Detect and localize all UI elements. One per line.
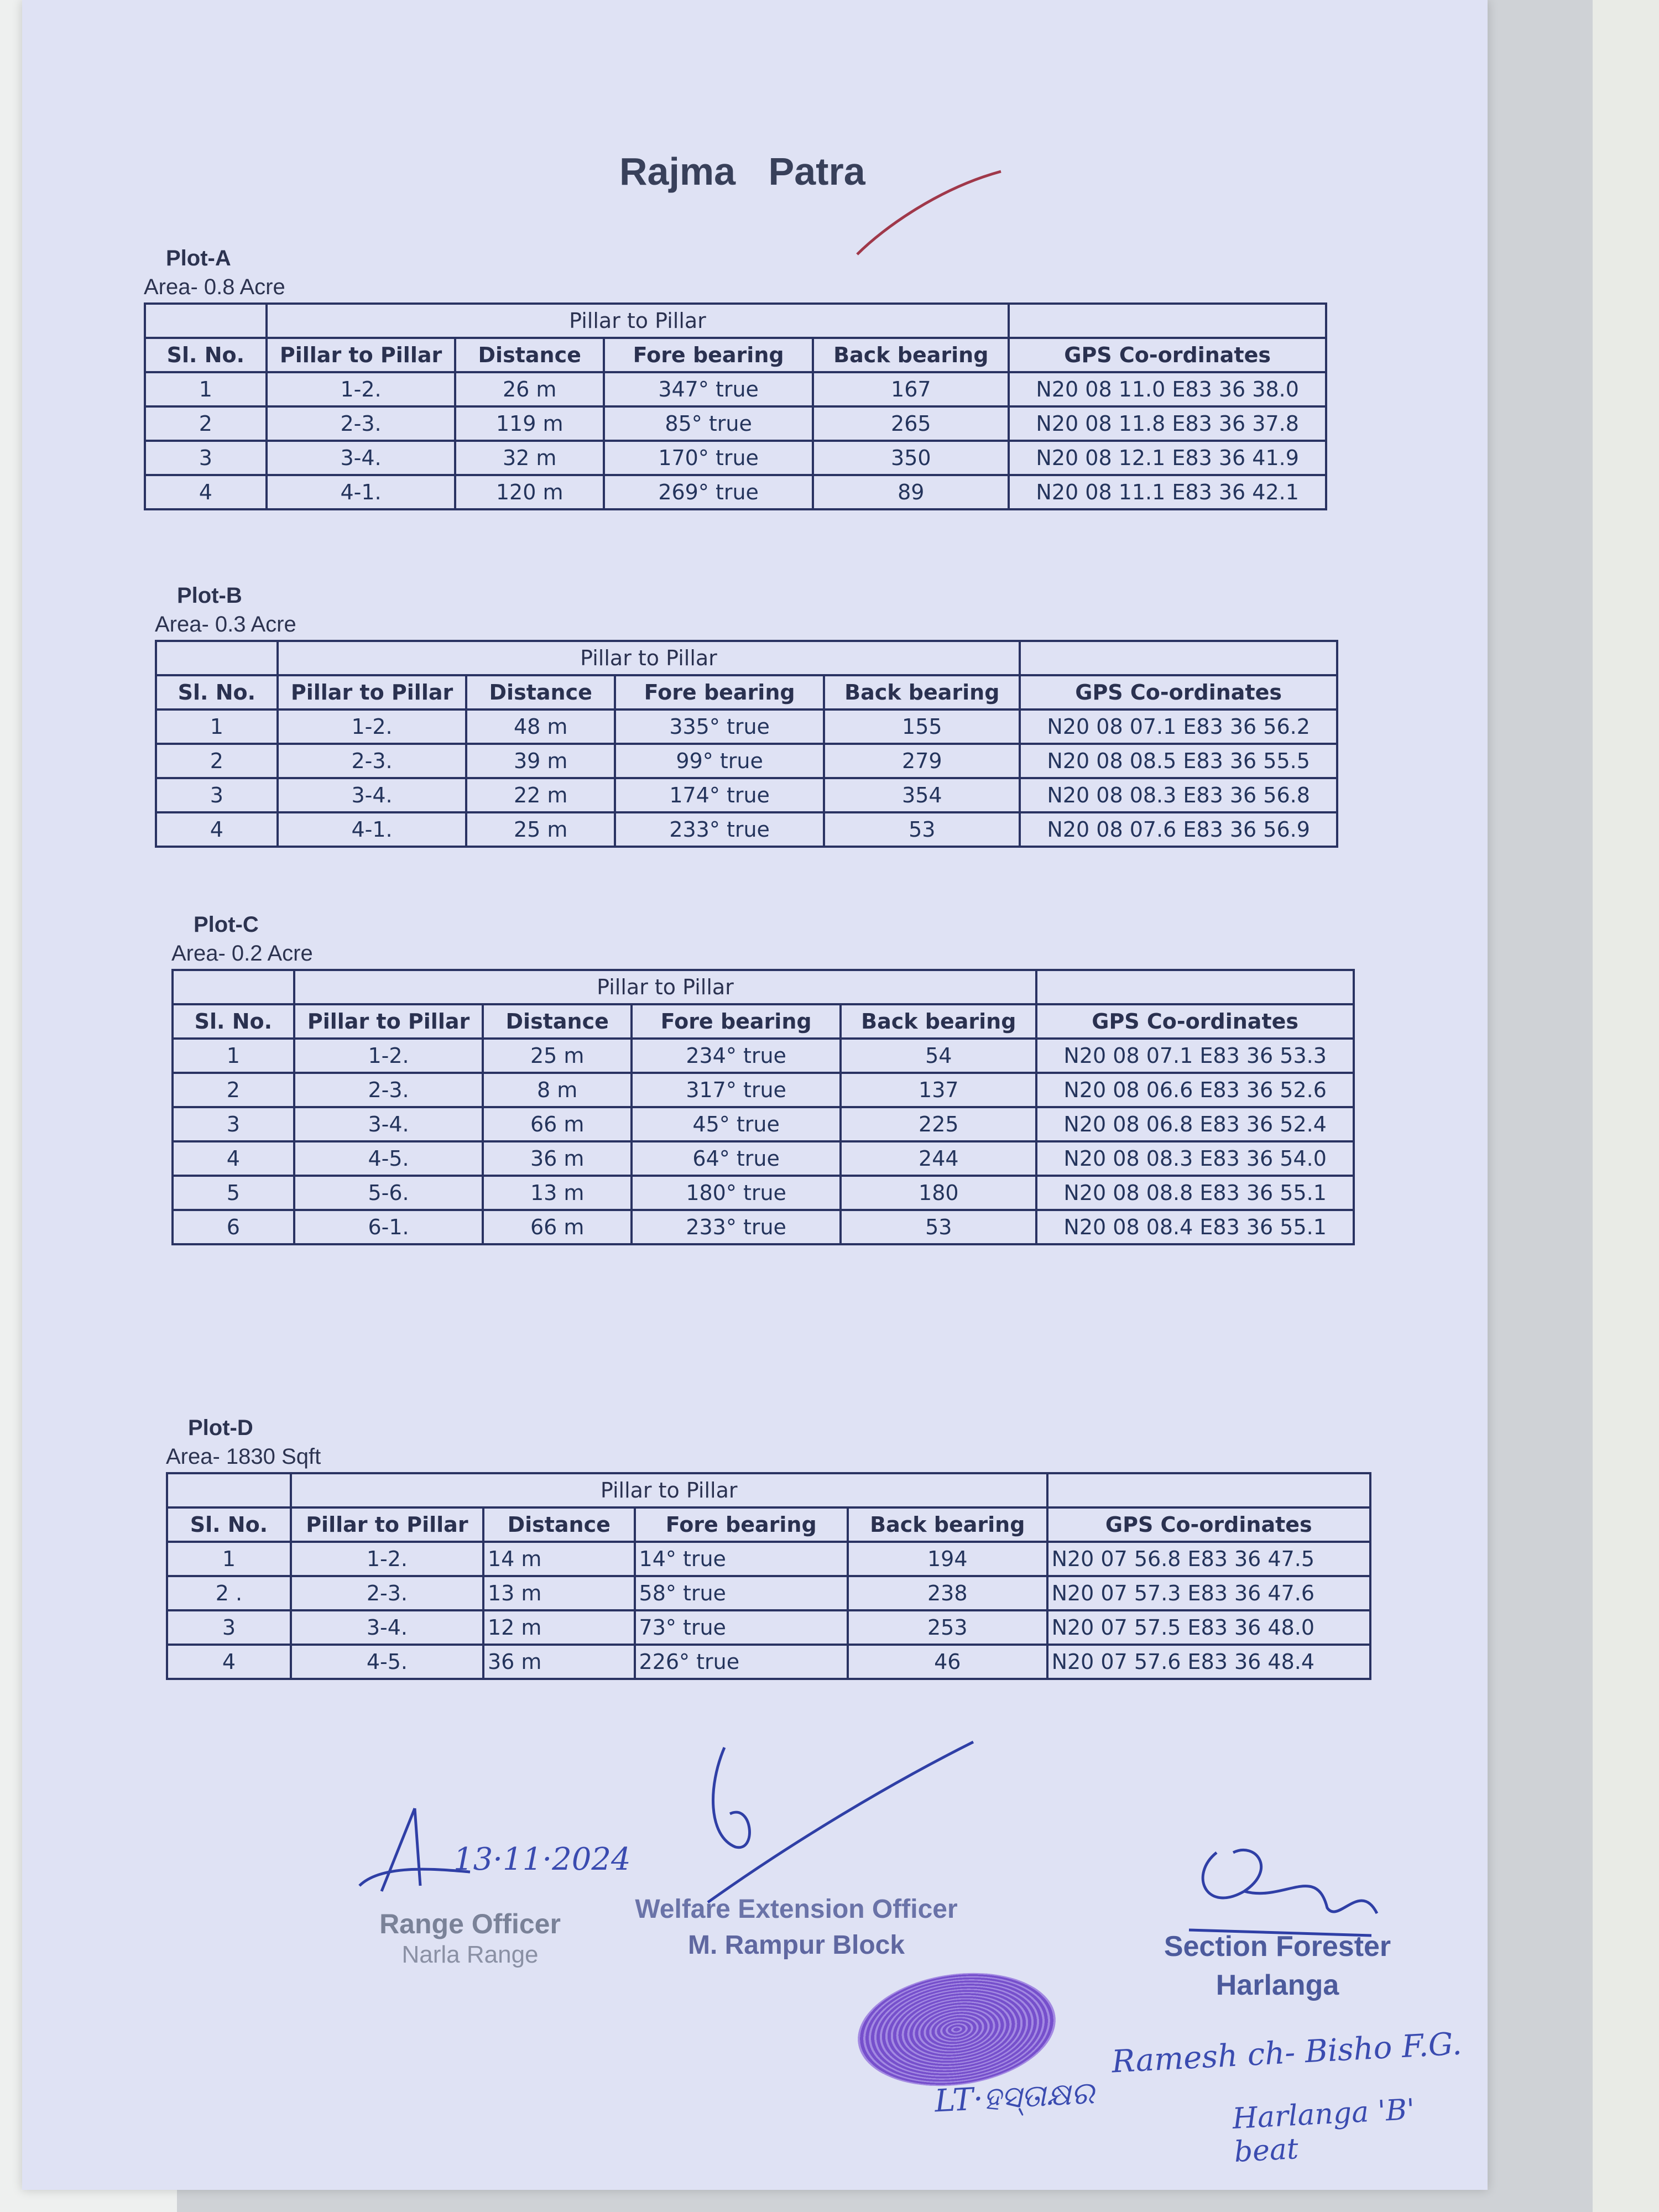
table-cell: N20 08 08.8 E83 36 55.1 bbox=[1036, 1176, 1354, 1210]
table-cell: 279 bbox=[824, 744, 1020, 778]
table-cell: 234° true bbox=[632, 1039, 841, 1073]
table-cell: 180 bbox=[841, 1176, 1036, 1210]
table-header-row bbox=[145, 338, 1326, 372]
table-cell: 4-1. bbox=[267, 475, 456, 509]
table-cell: N20 08 06.6 E83 36 52.6 bbox=[1036, 1073, 1354, 1107]
table-cell: 120 m bbox=[455, 475, 604, 509]
table-cell: 13 m bbox=[483, 1576, 635, 1610]
column-header: Pillar to Pillar bbox=[291, 1507, 483, 1542]
table-cell: 226° true bbox=[635, 1645, 848, 1679]
table-cell: 269° true bbox=[604, 475, 813, 509]
table-cell: 2-3. bbox=[267, 406, 456, 441]
table-cell: 3 bbox=[167, 1610, 291, 1645]
table-cell: 1-2. bbox=[294, 1039, 483, 1073]
table-cell: N20 08 11.8 E83 36 37.8 bbox=[1009, 406, 1326, 441]
table-cell: 119 m bbox=[455, 406, 604, 441]
table-cell: 1-2. bbox=[291, 1542, 483, 1576]
table-cell: 48 m bbox=[466, 709, 615, 744]
table-cell: 54 bbox=[841, 1039, 1036, 1073]
table-cell: 58° true bbox=[635, 1576, 848, 1610]
table-cell: 317° true bbox=[632, 1073, 841, 1107]
table-row bbox=[167, 1645, 1370, 1679]
table-cell: 36 m bbox=[483, 1141, 632, 1176]
column-header: Fore bearing bbox=[635, 1507, 848, 1542]
table-cell: 89 bbox=[813, 475, 1009, 509]
column-header: Fore bearing bbox=[615, 675, 824, 709]
column-header: Fore bearing bbox=[604, 338, 813, 372]
table-cell: 13 m bbox=[483, 1176, 632, 1210]
table-cell: 46 bbox=[848, 1645, 1047, 1679]
empty-header-cell bbox=[1047, 1473, 1370, 1507]
table-cell: 347° true bbox=[604, 372, 813, 406]
plot-name: Plot-A bbox=[166, 246, 231, 270]
pillar-group-header: Pillar to Pillar bbox=[294, 970, 1037, 1004]
empty-header-cell bbox=[167, 1473, 291, 1507]
plot-b-section bbox=[155, 583, 1338, 848]
welfare-officer-subtitle: M. Rampur Block bbox=[687, 1931, 905, 1960]
table-cell: N20 08 07.1 E83 36 53.3 bbox=[1036, 1039, 1354, 1073]
column-header: Distance bbox=[483, 1507, 635, 1542]
table-row bbox=[156, 812, 1337, 847]
range-officer-title: Range Officer bbox=[379, 1908, 561, 1939]
table-cell: 4-5. bbox=[291, 1645, 483, 1679]
column-header: GPS Co-ordinates bbox=[1047, 1507, 1370, 1542]
section-forester-subtitle: Harlanga bbox=[1215, 1969, 1339, 2001]
table-cell: 4 bbox=[173, 1141, 294, 1176]
table-cell: 22 m bbox=[466, 778, 615, 812]
table-row bbox=[173, 1107, 1354, 1141]
column-header: Pillar to Pillar bbox=[267, 338, 456, 372]
column-header: Sl. No. bbox=[173, 1004, 294, 1039]
plot-name: Plot-B bbox=[177, 583, 242, 608]
table-header-row bbox=[173, 1004, 1354, 1039]
handwritten-name-line: Ramesh ch- Bisho F.G. bbox=[1110, 2026, 1463, 2080]
table-row bbox=[167, 1576, 1370, 1610]
table-cell: N20 07 57.5 E83 36 48.0 bbox=[1047, 1610, 1370, 1645]
table-cell: 5-6. bbox=[294, 1176, 483, 1210]
table-row bbox=[173, 1176, 1354, 1210]
table-cell: 1 bbox=[173, 1039, 294, 1073]
column-header: Sl. No. bbox=[156, 675, 278, 709]
table-cell: 53 bbox=[841, 1210, 1036, 1244]
table-cell: 3-4. bbox=[267, 441, 456, 475]
table-cell: N20 07 57.6 E83 36 48.4 bbox=[1047, 1645, 1370, 1679]
table-cell: 53 bbox=[824, 812, 1020, 847]
table-cell: 14° true bbox=[635, 1542, 848, 1576]
table-row bbox=[156, 744, 1337, 778]
table-cell: 3 bbox=[173, 1107, 294, 1141]
table-row bbox=[156, 778, 1337, 812]
empty-header-cell bbox=[1020, 641, 1337, 675]
table-group-header-row bbox=[173, 970, 1354, 1004]
table-cell: N20 07 57.3 E83 36 47.6 bbox=[1047, 1576, 1370, 1610]
table-header-row bbox=[167, 1507, 1370, 1542]
pillar-group-header: Pillar to Pillar bbox=[267, 304, 1009, 338]
table-cell: 6-1. bbox=[294, 1210, 483, 1244]
column-header: Distance bbox=[455, 338, 604, 372]
table-row bbox=[173, 1141, 1354, 1176]
table-cell: N20 08 11.1 E83 36 42.1 bbox=[1009, 475, 1326, 509]
plot-area: Area- 1830 Sqft bbox=[166, 1444, 321, 1469]
table-cell: 244 bbox=[841, 1141, 1036, 1176]
table-cell: 2-3. bbox=[294, 1073, 483, 1107]
table-cell: 155 bbox=[824, 709, 1020, 744]
table-cell: 4 bbox=[145, 475, 267, 509]
column-header: Fore bearing bbox=[632, 1004, 841, 1039]
column-header: GPS Co-ordinates bbox=[1009, 338, 1326, 372]
pillar-group-header: Pillar to Pillar bbox=[278, 641, 1020, 675]
table-cell: 233° true bbox=[615, 812, 824, 847]
table-row bbox=[145, 441, 1326, 475]
table-cell: 1 bbox=[167, 1542, 291, 1576]
table-cell: 3-4. bbox=[294, 1107, 483, 1141]
table-cell: 238 bbox=[848, 1576, 1047, 1610]
table-cell: 1-2. bbox=[267, 372, 456, 406]
plot-table bbox=[171, 969, 1355, 1245]
column-header: Back bearing bbox=[841, 1004, 1036, 1039]
document-page bbox=[22, 0, 1488, 2190]
table-cell: 66 m bbox=[483, 1107, 632, 1141]
table-cell: 8 m bbox=[483, 1073, 632, 1107]
empty-header-cell bbox=[1036, 970, 1354, 1004]
table-cell: N20 08 08.3 E83 36 54.0 bbox=[1036, 1141, 1354, 1176]
plot-area: Area- 0.8 Acre bbox=[144, 275, 285, 299]
table-cell: 25 m bbox=[466, 812, 615, 847]
table-cell: 1-2. bbox=[278, 709, 467, 744]
table-cell: N20 08 07.1 E83 36 56.2 bbox=[1020, 709, 1337, 744]
table-row bbox=[173, 1039, 1354, 1073]
table-row bbox=[173, 1073, 1354, 1107]
column-header: GPS Co-ordinates bbox=[1020, 675, 1337, 709]
table-cell: N20 08 08.4 E83 36 55.1 bbox=[1036, 1210, 1354, 1244]
table-cell: 99° true bbox=[615, 744, 824, 778]
table-cell: 4-1. bbox=[278, 812, 467, 847]
table-cell: 2 bbox=[145, 406, 267, 441]
table-cell: 170° true bbox=[604, 441, 813, 475]
table-row bbox=[145, 372, 1326, 406]
column-header: Distance bbox=[466, 675, 615, 709]
empty-header-cell bbox=[1009, 304, 1326, 338]
table-cell: 6 bbox=[173, 1210, 294, 1244]
table-row bbox=[167, 1610, 1370, 1645]
table-header-row bbox=[156, 675, 1337, 709]
table-cell: 335° true bbox=[615, 709, 824, 744]
thumbprint-impression bbox=[851, 1961, 1063, 2098]
range-officer-subtitle: Narla Range bbox=[401, 1941, 539, 1968]
empty-header-cell bbox=[173, 970, 294, 1004]
plot-area: Area- 0.3 Acre bbox=[155, 612, 296, 637]
section-forester-signature bbox=[1183, 1830, 1394, 1941]
table-cell: 1 bbox=[145, 372, 267, 406]
table-group-header-row bbox=[167, 1473, 1370, 1507]
table-cell: 225 bbox=[841, 1107, 1036, 1141]
plot-table bbox=[155, 640, 1338, 848]
table-cell: N20 08 07.6 E83 36 56.9 bbox=[1020, 812, 1337, 847]
table-cell: 1 bbox=[156, 709, 278, 744]
table-cell: 25 m bbox=[483, 1039, 632, 1073]
table-cell: 194 bbox=[848, 1542, 1047, 1576]
table-cell: 66 m bbox=[483, 1210, 632, 1244]
table-cell: 3-4. bbox=[278, 778, 467, 812]
table-cell: 137 bbox=[841, 1073, 1036, 1107]
table-cell: 4 bbox=[167, 1645, 291, 1679]
plot-a-section bbox=[144, 246, 1327, 510]
table-cell: 3-4. bbox=[291, 1610, 483, 1645]
table-group-header-row bbox=[145, 304, 1326, 338]
table-cell: N20 07 56.8 E83 36 47.5 bbox=[1047, 1542, 1370, 1576]
table-cell: N20 08 08.3 E83 36 56.8 bbox=[1020, 778, 1337, 812]
table-cell: 64° true bbox=[632, 1141, 841, 1176]
empty-header-cell bbox=[145, 304, 267, 338]
range-officer-date: 13·11·2024 bbox=[453, 1841, 631, 1877]
empty-header-cell bbox=[156, 641, 278, 675]
table-cell: 85° true bbox=[604, 406, 813, 441]
table-cell: N20 08 06.8 E83 36 52.4 bbox=[1036, 1107, 1354, 1141]
column-header: Distance bbox=[483, 1004, 632, 1039]
plot-area: Area- 0.2 Acre bbox=[171, 941, 313, 966]
table-cell: 2-3. bbox=[291, 1576, 483, 1610]
table-cell: 14 m bbox=[483, 1542, 635, 1576]
welfare-officer-signature bbox=[675, 1736, 984, 1913]
table-cell: 350 bbox=[813, 441, 1009, 475]
table-row bbox=[167, 1542, 1370, 1576]
table-cell: 2-3. bbox=[278, 744, 467, 778]
column-header: Back bearing bbox=[824, 675, 1020, 709]
table-row bbox=[173, 1210, 1354, 1244]
table-cell: 39 m bbox=[466, 744, 615, 778]
plot-name: Plot-C bbox=[194, 912, 259, 937]
table-cell: 4 bbox=[156, 812, 278, 847]
table-cell: 4-5. bbox=[294, 1141, 483, 1176]
background-edge bbox=[1593, 0, 1659, 2212]
table-cell: N20 08 12.1 E83 36 41.9 bbox=[1009, 441, 1326, 475]
table-cell: 3 bbox=[145, 441, 267, 475]
column-header: GPS Co-ordinates bbox=[1036, 1004, 1354, 1039]
plot-table bbox=[166, 1472, 1371, 1680]
table-cell: 5 bbox=[173, 1176, 294, 1210]
table-row bbox=[145, 475, 1326, 509]
table-row bbox=[156, 709, 1337, 744]
table-group-header-row bbox=[156, 641, 1337, 675]
table-cell: 32 m bbox=[455, 441, 604, 475]
table-cell: N20 08 11.0 E83 36 38.0 bbox=[1009, 372, 1326, 406]
table-row bbox=[145, 406, 1326, 441]
table-cell: 73° true bbox=[635, 1610, 848, 1645]
table-cell: 45° true bbox=[632, 1107, 841, 1141]
table-cell: 36 m bbox=[483, 1645, 635, 1679]
plot-name: Plot-D bbox=[188, 1416, 253, 1440]
table-cell: 354 bbox=[824, 778, 1020, 812]
table-cell: 265 bbox=[813, 406, 1009, 441]
column-header: Sl. No. bbox=[167, 1507, 291, 1542]
table-cell: 2 bbox=[156, 744, 278, 778]
column-header: Back bearing bbox=[848, 1507, 1047, 1542]
plot-d-section bbox=[166, 1416, 1371, 1680]
column-header: Pillar to Pillar bbox=[294, 1004, 483, 1039]
plot-c-section bbox=[171, 912, 1355, 1245]
table-cell: 180° true bbox=[632, 1176, 841, 1210]
table-cell: 174° true bbox=[615, 778, 824, 812]
plot-table bbox=[144, 302, 1327, 510]
table-cell: 253 bbox=[848, 1610, 1047, 1645]
table-cell: 233° true bbox=[632, 1210, 841, 1244]
table-cell: 26 m bbox=[455, 372, 604, 406]
column-header: Sl. No. bbox=[145, 338, 267, 372]
table-cell: N20 08 08.5 E83 36 55.5 bbox=[1020, 744, 1337, 778]
section-forester-title: Section Forester bbox=[1164, 1931, 1391, 1963]
document-title: Rajma Patra bbox=[619, 150, 865, 193]
table-cell: 167 bbox=[813, 372, 1009, 406]
table-cell: 12 m bbox=[483, 1610, 635, 1645]
table-cell: 2 . bbox=[167, 1576, 291, 1610]
table-cell: 3 bbox=[156, 778, 278, 812]
column-header: Pillar to Pillar bbox=[278, 675, 467, 709]
pillar-group-header: Pillar to Pillar bbox=[291, 1473, 1047, 1507]
welfare-officer-title: Welfare Extension Officer bbox=[635, 1895, 958, 1924]
handwritten-signature-note: LT·ହସ୍ତାକ୍ଷର bbox=[933, 2075, 1095, 2120]
handwritten-beat-line: Harlanga 'B' beat bbox=[1232, 2093, 1416, 2169]
table-cell: 2 bbox=[173, 1073, 294, 1107]
column-header: Back bearing bbox=[813, 338, 1009, 372]
